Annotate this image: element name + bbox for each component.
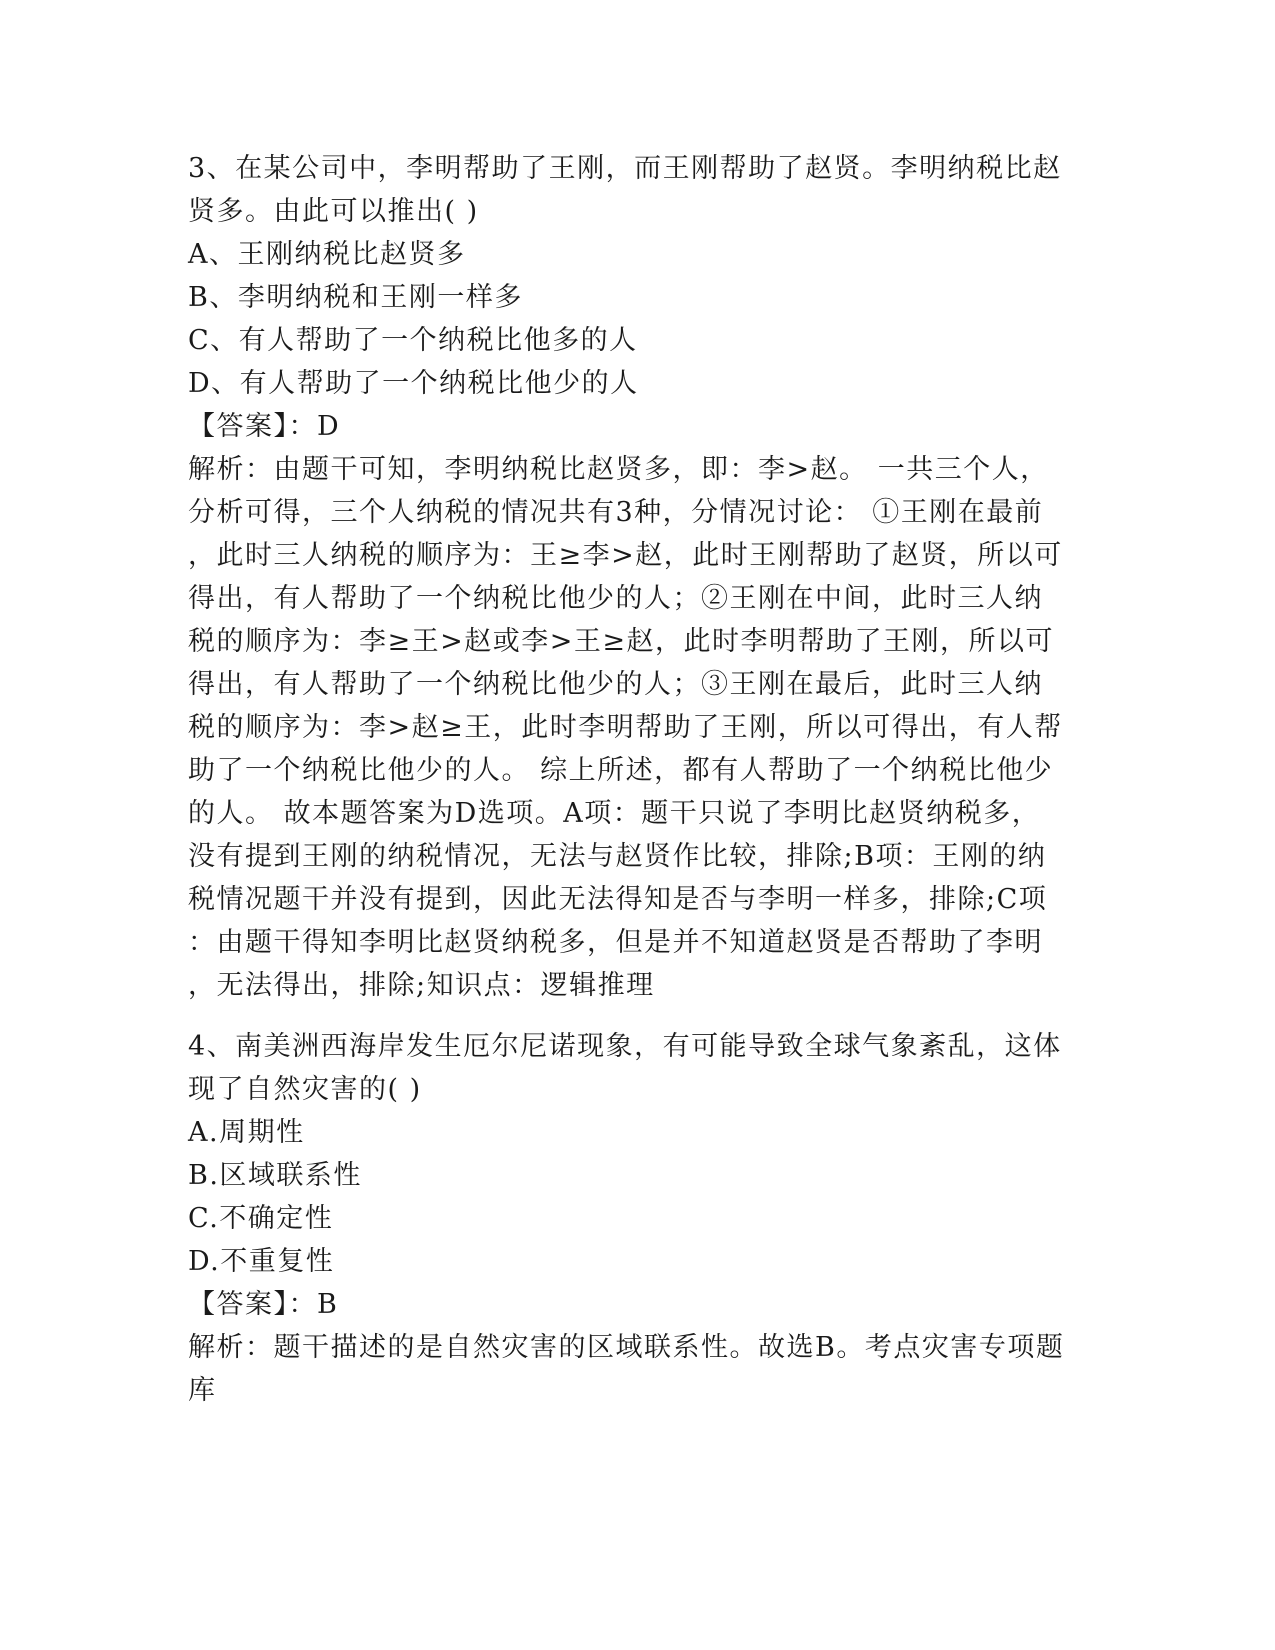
question-spacer (188, 1007, 1078, 1025)
analysis-line: 库 (188, 1375, 217, 1406)
analysis-line: 没有提到王刚的纳税情况，无法与赵贤作比较，排除;B项：王刚的纳 (188, 841, 1047, 872)
question-stem-line: 3、在某公司中，李明帮助了王刚，而王刚帮助了赵贤。李明纳税比赵 (188, 153, 1062, 184)
option-a: A.周期性 (188, 1117, 305, 1148)
answer: 【答案】：B (188, 1289, 339, 1320)
option-c: C.不确定性 (188, 1203, 334, 1234)
answer: 【答案】：D (188, 411, 341, 442)
analysis-line: 助了一个纳税比他少的人。 综上所述，都有人帮助了一个纳税比他少 (188, 755, 1054, 786)
analysis-line: 得出，有人帮助了一个纳税比他少的人；③王刚在最后，此时三人纳 (188, 669, 1043, 700)
analysis-line: ：由题干得知李明比赵贤纳税多，但是并不知道赵贤是否帮助了李明 (188, 927, 1043, 958)
question-4 (188, 1025, 1078, 1412)
analysis-line: 税的顺序为：李>赵≥王，此时李明帮助了王刚，所以可得出，有人帮 (188, 712, 1063, 743)
option-a: A、王刚纳税比赵贤多 (188, 239, 466, 270)
analysis-line: 得出，有人帮助了一个纳税比他少的人；②王刚在中间，此时三人纳 (188, 583, 1043, 614)
analysis-line: 分析可得，三个人纳税的情况共有3种，分情况讨论： ①王刚在最前 (188, 497, 1044, 528)
option-c: C、有人帮助了一个纳税比他多的人 (188, 325, 638, 356)
analysis-line: 税情况题干并没有提到，因此无法得知是否与李明一样多，排除;C项 (188, 884, 1048, 915)
analysis-line: 的人。 故本题答案为D选项。A项：题干只说了李明比赵贤纳税多， (188, 798, 1041, 829)
analysis-line: ，此时三人纳税的顺序为：王≥李>赵，此时王刚帮助了赵贤，所以可 (188, 540, 1063, 571)
analysis-line: 解析：由题干可知，李明纳税比赵贤多，即：李>赵。 一共三个人， (188, 454, 1049, 485)
question-stem-line: 贤多。由此可以推出( ) (188, 196, 479, 227)
analysis-line: 税的顺序为：李≥王>赵或李>王≥赵，此时李明帮助了王刚，所以可 (188, 626, 1054, 657)
document-page (188, 147, 1078, 1412)
option-b: B.区域联系性 (188, 1160, 362, 1191)
option-d: D.不重复性 (188, 1246, 335, 1277)
analysis-line: 解析：题干描述的是自然灾害的区域联系性。故选B。考点灾害专项题 (188, 1332, 1065, 1363)
option-b: B、李明纳税和王刚一样多 (188, 282, 523, 313)
question-3 (188, 147, 1078, 1007)
analysis-line: ，无法得出，排除;知识点：逻辑推理 (188, 970, 655, 1001)
question-stem-line: 4、南美洲西海岸发生厄尔尼诺现象，有可能导致全球气象紊乱，这体 (188, 1031, 1062, 1062)
option-d: D、有人帮助了一个纳税比他少的人 (188, 368, 639, 399)
question-stem-line: 现了自然灾害的( ) (188, 1074, 422, 1105)
